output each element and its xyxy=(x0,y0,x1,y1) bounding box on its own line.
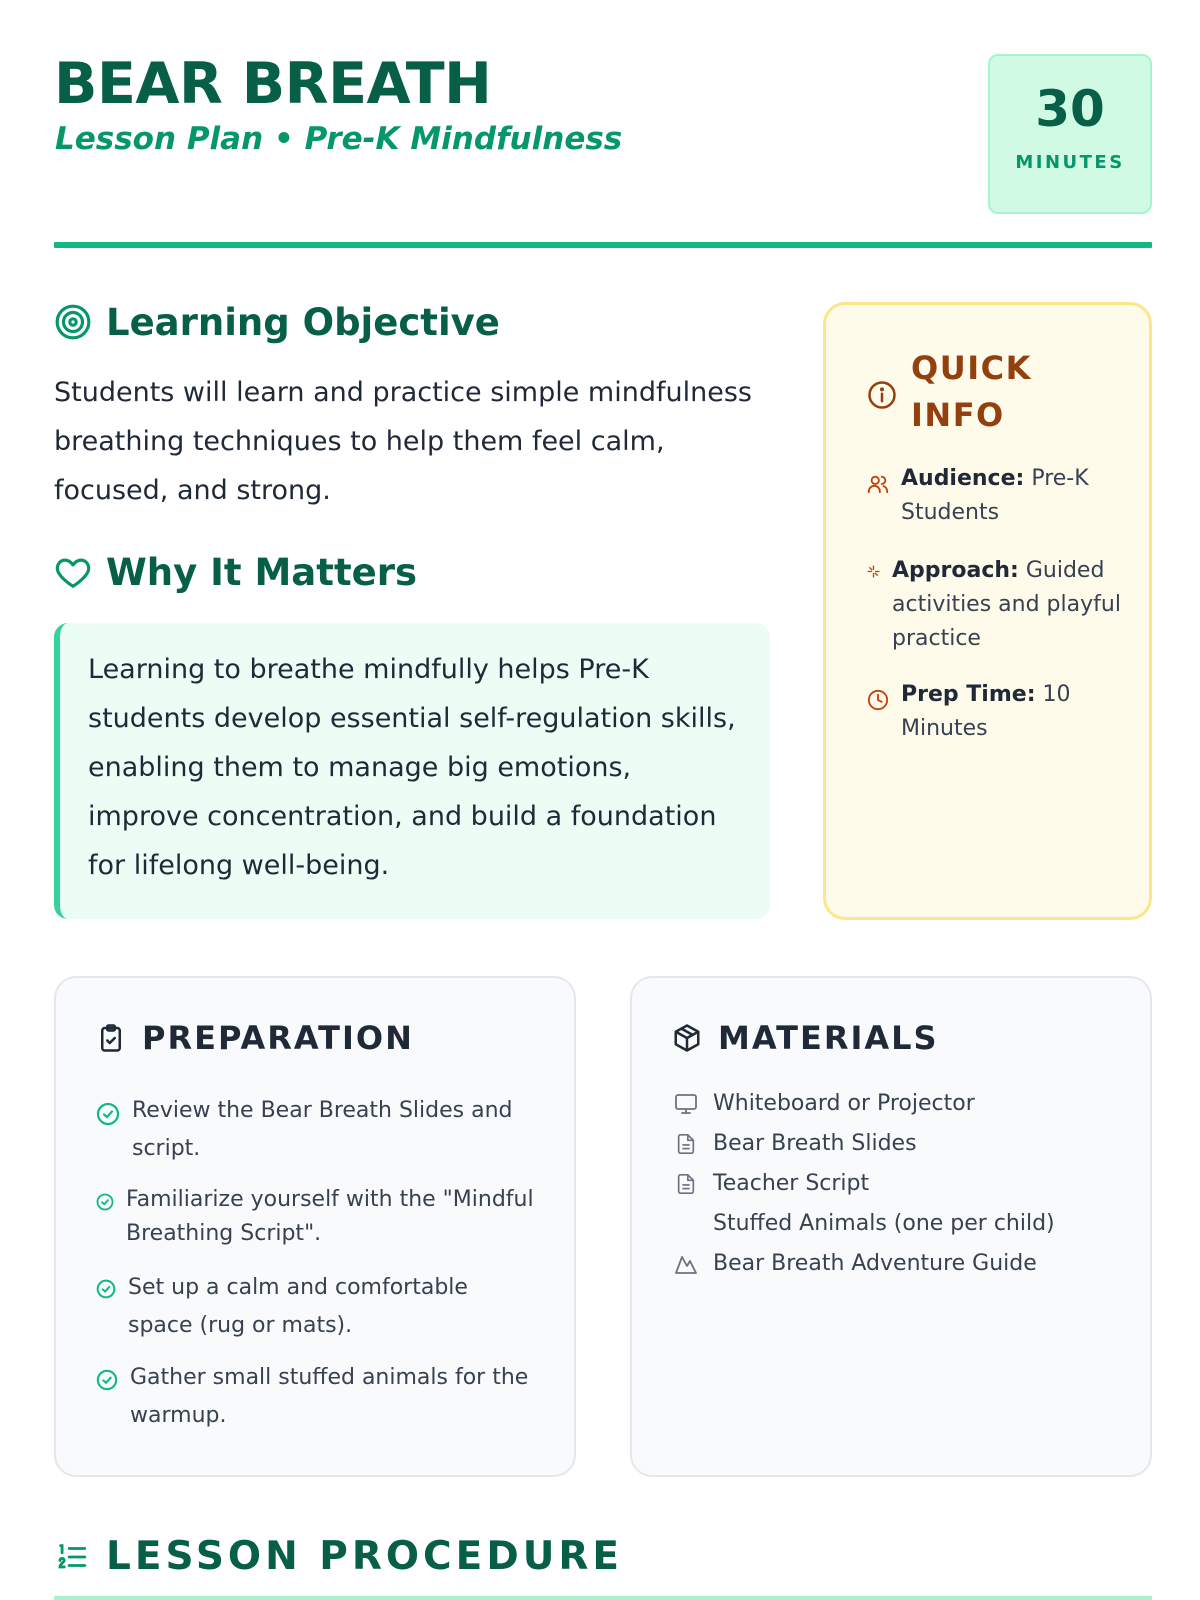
audience-value: Pre-K Students xyxy=(901,466,1089,525)
clipboard-check-icon xyxy=(96,1022,126,1054)
prep-item xyxy=(96,1183,536,1251)
quick-info-audience xyxy=(867,462,1117,530)
objective-text: Students will learn and practice simple mindfulness breathing techniques to help them feel calm, focused, and strong. xyxy=(54,377,752,506)
monitor-icon xyxy=(673,1092,699,1116)
prep-time-value: 10 Minutes xyxy=(901,682,1071,741)
material-item xyxy=(672,1084,975,1124)
material-label: Teacher Script xyxy=(713,1171,870,1196)
quick-info-heading xyxy=(867,345,1051,439)
quick-info-approach xyxy=(867,554,1127,656)
preparation-heading xyxy=(96,1019,414,1057)
material-label: Bear Breath Adventure Guide xyxy=(713,1251,1037,1276)
materials-card xyxy=(630,976,1152,1477)
preparation-card xyxy=(54,976,576,1477)
approach-label: Approach: xyxy=(892,558,1019,583)
prep-item-text: Review the Bear Breath Slides and script. xyxy=(132,1098,513,1161)
materials-heading xyxy=(672,1019,939,1057)
check-circle-icon xyxy=(96,1369,118,1391)
procedure-divider xyxy=(54,1596,1152,1600)
material-item xyxy=(672,1124,917,1164)
file-icon xyxy=(675,1171,697,1197)
info-icon xyxy=(867,380,897,410)
preparation-heading-text: PREPARATION xyxy=(142,1019,414,1057)
why-heading xyxy=(54,550,418,594)
users-icon xyxy=(867,473,889,495)
why-text: Learning to breathe mindfully helps Pre-K students develop essential self-regulation skills, enabling them to manage big emotions, improve concentration, and build a foundation for lifelong well-being. xyxy=(88,654,736,881)
mountain-icon xyxy=(673,1252,699,1276)
target-icon xyxy=(54,303,92,341)
prep-item-text: Set up a calm and comfortable space (rug or mats). xyxy=(128,1275,468,1338)
material-item xyxy=(672,1204,1055,1244)
duration-value: 30 xyxy=(1035,80,1105,138)
package-icon xyxy=(672,1023,702,1053)
list-ordered-icon xyxy=(54,1540,90,1574)
header xyxy=(54,52,1152,242)
quick-info-title: QUICK INFO xyxy=(911,349,1032,434)
why-callout xyxy=(54,623,770,919)
material-blank-icon xyxy=(672,1210,700,1238)
duration-badge xyxy=(988,54,1152,214)
check-circle-icon xyxy=(96,1279,116,1299)
quick-info-card xyxy=(823,302,1152,920)
prep-item xyxy=(96,1092,526,1168)
file-icon xyxy=(675,1131,697,1157)
quick-info-prep-time xyxy=(867,678,1117,746)
clock-icon xyxy=(867,689,889,711)
page-subtitle: Lesson Plan • Pre-K Mindfulness xyxy=(55,121,623,157)
heart-icon xyxy=(54,553,92,591)
lesson-plan-page xyxy=(54,0,1152,1600)
objective-heading xyxy=(54,300,500,344)
header-divider xyxy=(54,242,1152,248)
materials-heading-text: MATERIALS xyxy=(718,1019,939,1057)
prep-time-label: Prep Time: xyxy=(901,682,1036,707)
procedure-heading xyxy=(54,1534,624,1579)
check-circle-icon xyxy=(96,1193,114,1211)
duration-unit: MINUTES xyxy=(1015,152,1125,173)
why-heading-text: Why It Matters xyxy=(106,550,418,594)
audience-label: Audience: xyxy=(901,466,1025,491)
prep-item-text: Familiarize yourself with the "Mindful Breathing Script". xyxy=(126,1187,534,1246)
page-title: BEAR BREATH xyxy=(54,51,492,117)
material-item xyxy=(672,1164,869,1204)
check-circle-icon xyxy=(96,1102,120,1126)
material-label: Whiteboard or Projector xyxy=(713,1091,975,1116)
procedure-heading-text: LESSON PROCEDURE xyxy=(106,1534,624,1579)
prep-item xyxy=(96,1359,536,1435)
material-item xyxy=(672,1244,1037,1284)
prep-item-text: Gather small stuffed animals for the warmup. xyxy=(130,1365,529,1428)
prep-item xyxy=(96,1269,536,1345)
material-label: Bear Breath Slides xyxy=(713,1131,917,1156)
sparkle-icon xyxy=(867,565,880,578)
objective-heading-text: Learning Objective xyxy=(106,300,500,344)
approach-value: Guided activities and playful practice xyxy=(892,558,1121,651)
material-label: Stuffed Animals (one per child) xyxy=(713,1211,1055,1236)
